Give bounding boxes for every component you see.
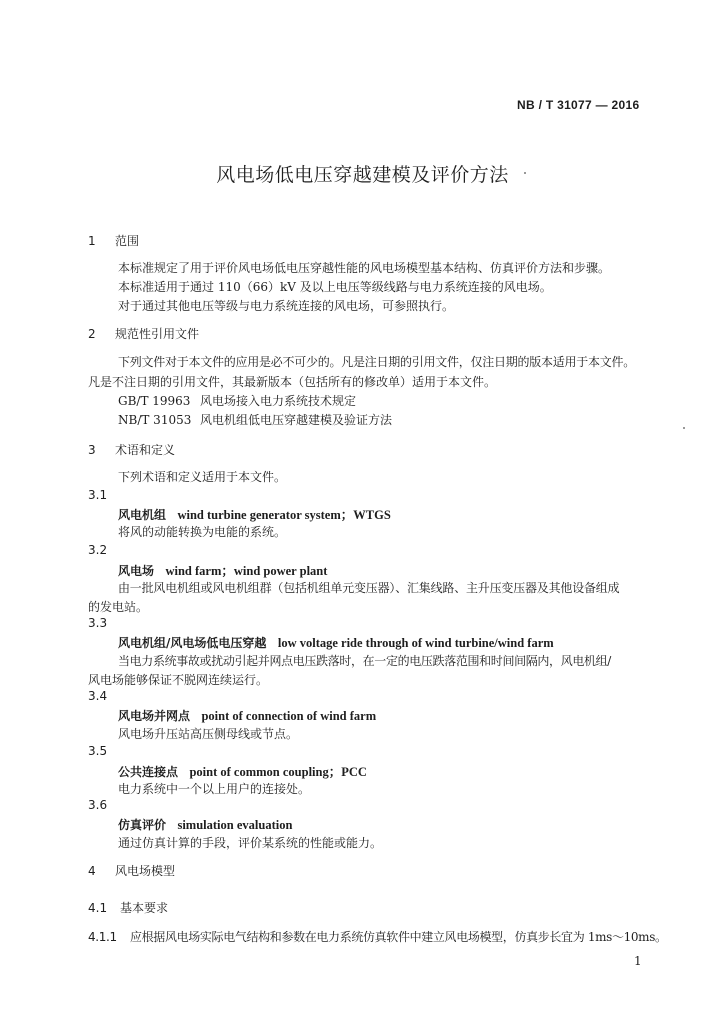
section-title: 范围 <box>115 234 140 248</box>
term-number: 3.1 <box>88 488 108 502</box>
paragraph: 下列文件对于本文件的应用是必不可少的。凡是注日期的引用文件，仅注日期的版本适用于本文件。 <box>118 355 636 369</box>
subsection-title: 基本要求 <box>120 901 169 915</box>
term-en: wind turbine generator system；WTGS <box>177 508 391 522</box>
term-definition: 由一批风电机组或风电机组群（包括机组单元变压器）、汇集线路、主升压变压器及其他设备组成 <box>118 581 620 595</box>
term-definition: 将风的动能转换为电能的系统。 <box>118 525 287 539</box>
clause-text: 应根据风电场实际电气结构和参数在电力系统仿真软件中建立风电场模型，仿真步长宜为 1ms～10ms。 <box>130 930 667 944</box>
section-3-heading <box>88 441 175 458</box>
paragraph: 下列术语和定义适用于本文件。 <box>118 470 287 484</box>
section-number: 4 <box>88 864 96 878</box>
scan-speck <box>683 427 685 429</box>
reference-title: 风电机组低电压穿越建模及验证方法 <box>200 413 393 427</box>
subsection-number: 4.1 <box>88 901 108 915</box>
term-number: 3.2 <box>88 543 108 557</box>
term-en: point of common coupling；PCC <box>189 765 367 779</box>
reference-code: NB/T 31053 <box>118 413 192 427</box>
document-title: 风电场低电压穿越建模及评价方法 <box>216 164 509 186</box>
term-cn: 风电机组/风电场低电压穿越 <box>118 636 267 650</box>
section-4-heading <box>88 862 175 879</box>
reference-code: GB/T 19963 <box>118 394 191 408</box>
reference-item <box>118 392 356 409</box>
reference-title: 风电场接入电力系统技术规定 <box>200 394 357 408</box>
term-cn: 仿真评价 <box>118 818 167 832</box>
paragraph: 本标准适用于通过 110（66）kV 及以上电压等级线路与电力系统连接的风电场。 <box>118 280 552 294</box>
term-definition: 风电场升压站高压侧母线或节点。 <box>118 727 299 741</box>
section-2-heading <box>88 325 199 342</box>
page-number: 1 <box>634 954 642 968</box>
section-title: 术语和定义 <box>115 443 176 457</box>
section-number: 3 <box>88 443 96 457</box>
term-cn: 风电场 <box>118 564 155 578</box>
term-cn: 风电机组 <box>118 508 167 522</box>
standard-number: NB / T 31077 — 2016 <box>517 98 640 112</box>
term-cn: 公共连接点 <box>118 765 179 779</box>
term-en: wind farm；wind power plant <box>165 564 328 578</box>
term-number: 3.3 <box>88 616 108 630</box>
term-heading <box>118 561 327 579</box>
term-definition: 的发电站。 <box>88 600 149 614</box>
term-en: low voltage ride through of wind turbine/wind farm <box>277 636 554 650</box>
paragraph: 对于通过其他电压等级与电力系统连接的风电场，可参照执行。 <box>118 299 455 313</box>
term-number: 3.4 <box>88 689 108 703</box>
paragraph: 本标准规定了用于评价风电场低电压穿越性能的风电场模型基本结构、仿真评价方法和步骤。 <box>118 261 611 275</box>
term-en: point of connection of wind farm <box>201 709 377 723</box>
term-heading <box>118 634 554 651</box>
term-en: simulation evaluation <box>177 818 293 832</box>
term-definition: 当电力系统事故或扰动引起并网点电压跌落时，在一定的电压跌落范围和时间间隔内，风电机组/ <box>118 654 611 668</box>
section-number: 1 <box>88 234 96 248</box>
term-heading <box>118 707 376 724</box>
subsection-4-1-heading <box>88 899 168 916</box>
section-title: 规范性引用文件 <box>115 327 200 341</box>
term-heading <box>118 762 367 780</box>
term-cn: 风电场并网点 <box>118 709 191 723</box>
term-heading <box>118 816 292 833</box>
clause-number: 4.1.1 <box>88 930 117 944</box>
term-definition: 通过仿真计算的手段，评价某系统的性能或能力。 <box>118 836 383 850</box>
section-1-heading <box>88 232 139 249</box>
clause-4-1-1 <box>88 928 667 945</box>
term-definition: 风电场能够保证不脱网连续运行。 <box>88 673 269 687</box>
term-number: 3.6 <box>88 798 108 812</box>
paragraph: 凡是不注日期的引用文件，其最新版本（包括所有的修改单）适用于本文件。 <box>88 375 497 389</box>
section-title: 风电场模型 <box>115 864 176 878</box>
section-number: 2 <box>88 327 96 341</box>
term-number: 3.5 <box>88 744 108 758</box>
term-heading <box>118 505 391 523</box>
term-definition: 电力系统中一个以上用户的连接处。 <box>118 782 311 796</box>
reference-item <box>118 411 392 428</box>
scan-speck <box>524 172 526 174</box>
